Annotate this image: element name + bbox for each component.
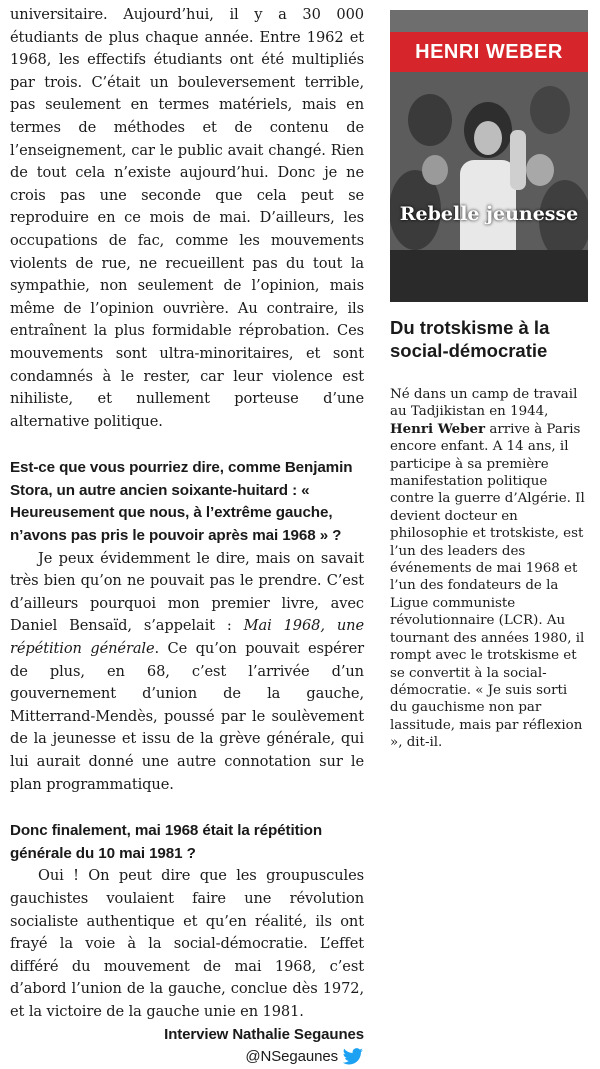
bio-name: Henri Weber: [390, 420, 486, 437]
cover-author: HENRI WEBER: [415, 40, 563, 63]
sidebar: [390, 10, 588, 752]
answer-1: [10, 548, 364, 797]
cover-title: Rebelle jeunesse: [399, 203, 579, 225]
question-1: Est-ce que vous pourriez dire, comme Benjamin Stora, un autre ancien soixante-huitard : « Heureusement que nous, à l’extrême gauche, n’avons pas pris le pouvoir après mai 1968 » ?: [10, 459, 353, 545]
sidebar-bio: [390, 386, 588, 752]
twitter-bird-icon: [342, 1048, 364, 1066]
bio-part-a: Né dans un camp de travail au Tadjikistan en 1944,: [390, 387, 578, 420]
article-column: [10, 4, 364, 1069]
book-title-reference: Mai 1968, une répétition générale: [10, 617, 364, 658]
answer-1-part-b: . Ce qu’on pouvait espérer de plus, en 68, c’est l’arrivée d’un gouvernement d’union de la gauche, Mitterrand-Mendès, poussé par le soulèvement de la jeunesse et issu de la grève générale, qui lui aurait donné une autre connotation sur le plan programmatique.: [10, 640, 364, 793]
twitter-handle[interactable]: @NSegaunes: [245, 1048, 338, 1066]
question-2: Donc finalement, mai 1968 était la répétition générale du 10 mai 1981 ?: [10, 822, 322, 862]
author-signature: Interview Nathalie Segaunes: [164, 1025, 364, 1043]
bio-part-b: arrive à Paris encore enfant. A 14 ans, il participe à sa première manifestation politique contre la guerre d’Algérie. Il devient docteur en philosophie et trotskiste, est l’un des leaders des événements de mai 1968 et l’un des fondateurs de la Ligue communiste révolutionnaire (LCR). Au tournant des années 1980, il rompt avec le trotskisme et se convertit à la social-démocratie. « Je suis sorti du gauchisme non par lassitude, mais par réflexion », dit-il.: [390, 421, 585, 751]
answer-2: Oui ! On peut dire que les groupuscules gauchistes voulaient faire une révolution socialiste authentique et qu’en réalité, ils ont frayé la voie à la social-démocratie. L’effet différé du mouvement de mai 1968, c’est d’abord l’union de la gauche, conclue dès 1972, et la victoire de la gauche unie en 1981.: [10, 867, 364, 1020]
twitter-credit[interactable]: [10, 1046, 364, 1069]
answer-1-part-a: Je peux évidemment le dire, mais on savait très bien qu’on ne pouvait pas le prendre. C’est d’ailleurs pourquoi mon premier livre, avec Daniel Bensaïd, s’appelait :: [10, 549, 364, 635]
book-cover: [390, 10, 588, 302]
sidebar-heading: Du trotskisme à la social-démocratie: [390, 317, 550, 361]
cover-title-band: [390, 32, 588, 72]
intro-paragraph: universitaire. Aujourd’hui, il y a 30 000 étudiants de plus chaque année. Entre 1962 et 1968, les effectifs étudiants ont été multipliés par trois. C’était un bouleversement terrible, pas seulement en termes matériels, mais en termes de méthodes et de contenu de l’enseignement, car le public avait changé. Rien de tout cela n’existe aujourd’hui. Donc je ne crois pas une seconde que cela peut se reproduire en ce mois de mai. D’ailleurs, les occupations de fac, comme les mouvements violents de rue, ne recueillent pas du tout la sympathie, non seulement de l’opinion, mais même de l’opinion ouvrière. Au contraire, ils entraînent la plus formidable réprobation. Ces mouvements sont ultra-minoritaires, et sont condamnés à le rester, car leur violence est nihiliste, et nullement porteuse d’une alternative politique.: [10, 6, 364, 430]
